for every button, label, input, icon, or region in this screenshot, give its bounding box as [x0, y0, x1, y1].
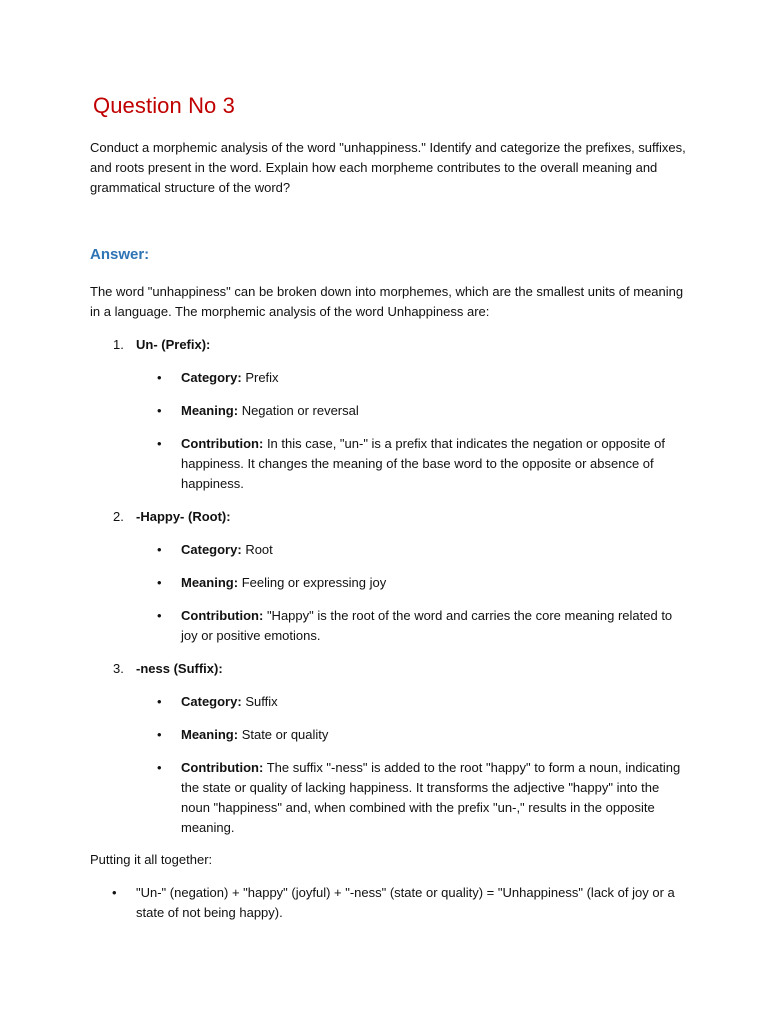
category-label: Category:: [181, 542, 242, 557]
question-body: Conduct a morphemic analysis of the word "unhappiness." Identify and categorize the prefixes, suffixes, and roots present in the word. Explain how each morpheme contributes to the overall meaning and grammatical structure of the word?: [90, 140, 686, 195]
summary-text: "Un-" (negation) + "happy" (joyful) + "-ness" (state or quality) = "Unhappiness" (lack of joy or a state of not being happy).: [136, 885, 675, 920]
category-label: Category:: [181, 370, 242, 385]
contribution-label: Contribution:: [181, 436, 264, 451]
morpheme-heading-root: -Happy- (Root):: [136, 509, 231, 524]
list-item: [181, 540, 681, 560]
bullet-icon: •: [157, 370, 162, 385]
morpheme-heading-suffix: -ness (Suffix):: [136, 661, 223, 676]
meaning-value: Feeling or expressing joy: [241, 575, 387, 590]
answer-intro: The word "unhappiness" can be broken down into morphemes, which are the smallest units of meaning in a language. The morphemic analysis of the word Unhappiness are:: [90, 284, 684, 319]
answer-heading: Answer:: [90, 246, 150, 263]
contribution-value: In this case, "un-" is a prefix that indicates the negation or opposite of happiness. It changes the meaning of the base word to the opposite or absence of happiness.: [181, 436, 665, 491]
meaning-label: Meaning:: [181, 575, 239, 590]
category-value: Prefix: [245, 370, 279, 385]
bullet-icon: •: [157, 694, 162, 709]
bullet-icon: •: [157, 760, 162, 775]
list-number: 1.: [113, 337, 124, 352]
list-item: [181, 434, 681, 494]
list-number: 2.: [113, 509, 124, 524]
category-value: Suffix: [245, 694, 278, 709]
bullet-icon: •: [157, 436, 162, 451]
bullet-icon: •: [157, 727, 162, 742]
contribution-value: The suffix "-ness" is added to the root "happy" to form a noun, indicating the state or quality of lacking happiness. It transforms the adjective "happy" into the noun "happiness" and, when combined with the prefix "un-," results in the opposite meaning.: [181, 760, 681, 835]
list-number: 3.: [113, 661, 124, 676]
list-item: [181, 368, 681, 388]
contribution-label: Contribution:: [181, 608, 264, 623]
category-value: Root: [245, 542, 273, 557]
summary-heading: Putting it all together:: [90, 852, 213, 867]
list-item: [181, 758, 681, 838]
meaning-value: State or quality: [241, 727, 329, 742]
question-title: Question No 3: [93, 93, 235, 118]
bullet-icon: •: [157, 575, 162, 590]
bullet-icon: •: [157, 608, 162, 623]
list-item: [181, 606, 681, 646]
list-item: [181, 692, 681, 712]
meaning-label: Meaning:: [181, 403, 239, 418]
morpheme-heading-prefix: Un- (Prefix):: [136, 337, 211, 352]
list-item: [181, 401, 681, 421]
bullet-icon: •: [112, 885, 117, 900]
bullet-icon: •: [157, 542, 162, 557]
list-item: [181, 725, 681, 745]
list-item: [181, 573, 681, 593]
contribution-label: Contribution:: [181, 760, 264, 775]
category-label: Category:: [181, 694, 242, 709]
bullet-icon: •: [157, 403, 162, 418]
contribution-value: "Happy" is the root of the word and carries the core meaning related to joy or positive emotions.: [181, 608, 673, 643]
meaning-label: Meaning:: [181, 727, 239, 742]
meaning-value: Negation or reversal: [241, 403, 359, 418]
